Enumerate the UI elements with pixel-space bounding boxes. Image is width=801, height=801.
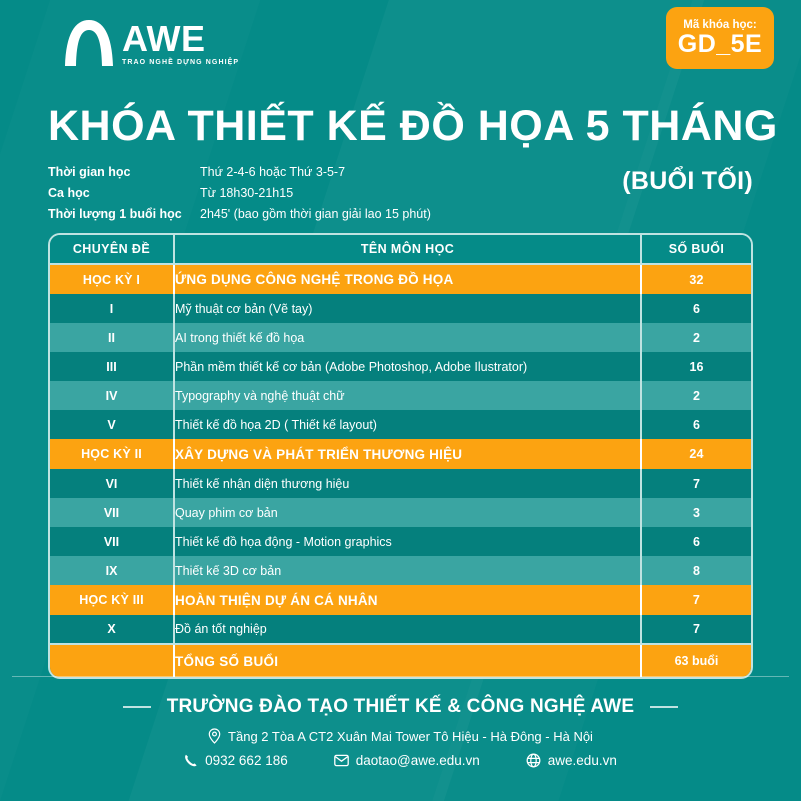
table-row-semester <box>50 585 751 615</box>
cell-topic <box>50 644 174 677</box>
table-row <box>50 294 751 323</box>
footer-contacts <box>0 753 801 768</box>
cell-sessions: 6 <box>641 294 751 323</box>
table-row <box>50 615 751 644</box>
cell-sessions: 8 <box>641 556 751 585</box>
curriculum-table-container <box>48 233 753 679</box>
schedule-label: Thời lượng 1 buổi học <box>48 206 182 221</box>
cell-sessions: 6 <box>641 527 751 556</box>
cell-subject: Mỹ thuật cơ bản (Vẽ tay) <box>174 294 641 323</box>
cell-topic: HỌC KỲ III <box>50 585 174 615</box>
awe-arch-logo-icon <box>62 18 116 68</box>
cell-topic: V <box>50 410 174 439</box>
cell-subject: Thiết kế 3D cơ bản <box>174 556 641 585</box>
course-code-badge <box>666 7 774 69</box>
footer-title-row <box>0 696 801 718</box>
page-title: KHÓA THIẾT KẾ ĐỒ HỌA 5 THÁNG <box>48 102 778 150</box>
schedule-info-row <box>48 161 431 182</box>
cell-subject: XÂY DỰNG VÀ PHÁT TRIỂN THƯƠNG HIỆU <box>174 439 641 469</box>
cell-subject: Phần mềm thiết kế cơ bản (Adobe Photoshop, Adobe Ilustrator) <box>174 352 641 381</box>
schedule-value: Thứ 2-4-6 hoặc Thứ 3-5-7 <box>200 164 346 179</box>
cell-subject: Typography và nghệ thuật chữ <box>174 381 641 410</box>
schedule-info <box>48 161 753 223</box>
column-header-topic: CHUYÊN ĐỀ <box>50 235 174 264</box>
cell-topic: VII <box>50 498 174 527</box>
table-row-semester <box>50 439 751 469</box>
footer-phone[interactable] <box>184 753 288 768</box>
cell-total-label: TỔNG SỐ BUỔI <box>174 644 641 677</box>
cell-subject: Quay phim cơ bản <box>174 498 641 527</box>
footer-address-text: Tầng 2 Tòa A CT2 Xuân Mai Tower Tô Hiệu - Hà Đông - Hà Nội <box>228 728 593 744</box>
schedule-info-row <box>48 203 431 224</box>
cell-topic: VII <box>50 527 174 556</box>
table-row <box>50 527 751 556</box>
cell-subject: Thiết kế nhận diện thương hiệu <box>174 469 641 498</box>
cell-sessions: 6 <box>641 410 751 439</box>
cell-sessions: 32 <box>641 264 751 294</box>
cell-sessions: 16 <box>641 352 751 381</box>
footer <box>0 676 801 801</box>
footer-divider <box>12 676 789 677</box>
footer-address <box>0 728 801 744</box>
table-row-total <box>50 644 751 677</box>
cell-sessions: 24 <box>641 439 751 469</box>
cell-topic: IV <box>50 381 174 410</box>
phone-icon <box>184 753 198 768</box>
table-row-semester <box>50 264 751 294</box>
cell-subject: Thiết kế đồ họa 2D ( Thiết kế layout) <box>174 410 641 439</box>
course-code-value: GD_5E <box>677 30 763 58</box>
table-row <box>50 352 751 381</box>
curriculum-table-body <box>50 264 751 677</box>
title-block <box>0 104 801 223</box>
schedule-value: Từ 18h30-21h15 <box>200 185 294 200</box>
column-header-sessions: SỐ BUỔI <box>641 235 751 264</box>
table-row <box>50 410 751 439</box>
cell-sessions: 3 <box>641 498 751 527</box>
footer-email[interactable] <box>334 753 480 768</box>
schedule-label: Thời gian học <box>48 164 131 179</box>
table-row <box>50 498 751 527</box>
footer-school-name: TRƯỜNG ĐÀO TẠO THIẾT KẾ & CÔNG NGHỆ AWE <box>166 696 635 717</box>
footer-website-text: awe.edu.vn <box>547 753 617 768</box>
awe-logo <box>62 18 239 68</box>
cell-sessions: 7 <box>641 585 751 615</box>
schedule-label: Ca học <box>48 185 90 200</box>
cell-topic: IX <box>50 556 174 585</box>
table-row <box>50 381 751 410</box>
curriculum-table <box>50 235 751 677</box>
cell-topic: III <box>50 352 174 381</box>
cell-topic: HỌC KỲ I <box>50 264 174 294</box>
column-header-subject: TÊN MÔN HỌC <box>174 235 641 264</box>
cell-topic: HỌC KỲ II <box>50 439 174 469</box>
cell-topic: X <box>50 615 174 644</box>
cell-sessions: 7 <box>641 469 751 498</box>
cell-topic: I <box>50 294 174 323</box>
footer-phone-text: 0932 662 186 <box>205 753 288 768</box>
logo-tagline: TRAO NGHỀ DỰNG NGHIỆP <box>122 59 240 66</box>
schedule-info-table <box>48 161 431 224</box>
header <box>0 0 801 92</box>
table-header-row <box>50 235 751 264</box>
table-row <box>50 469 751 498</box>
evening-session-tag: (BUỔI TỐI) <box>622 167 753 196</box>
cell-subject: AI trong thiết kế đồ họa <box>174 323 641 352</box>
cell-total-sessions: 63 buổi <box>641 644 751 677</box>
envelope-icon <box>334 754 349 767</box>
table-row <box>50 556 751 585</box>
cell-sessions: 2 <box>641 381 751 410</box>
course-code-label: Mã khóa học: <box>683 19 757 31</box>
cell-sessions: 2 <box>641 323 751 352</box>
cell-topic: VI <box>50 469 174 498</box>
cell-subject: Đồ án tốt nghiệp <box>174 615 641 644</box>
footer-website[interactable] <box>526 753 617 768</box>
schedule-value: 2h45' (bao gồm thời gian giải lao 15 phút) <box>200 206 431 221</box>
cell-subject: Thiết kế đồ họa động - Motion graphics <box>174 527 641 556</box>
location-pin-icon <box>208 728 221 744</box>
cell-sessions: 7 <box>641 615 751 644</box>
table-row <box>50 323 751 352</box>
cell-subject: ỨNG DỤNG CÔNG NGHỆ TRONG ĐỒ HỌA <box>174 264 641 294</box>
footer-dash-right <box>650 706 678 708</box>
cell-topic: II <box>50 323 174 352</box>
globe-icon <box>526 753 541 768</box>
schedule-info-row <box>48 182 431 203</box>
footer-dash-left <box>123 706 151 708</box>
logo-wordmark: AWE <box>122 17 206 59</box>
footer-email-text: daotao@awe.edu.vn <box>355 753 480 768</box>
cell-subject: HOÀN THIỆN DỰ ÁN CÁ NHÂN <box>174 585 641 615</box>
